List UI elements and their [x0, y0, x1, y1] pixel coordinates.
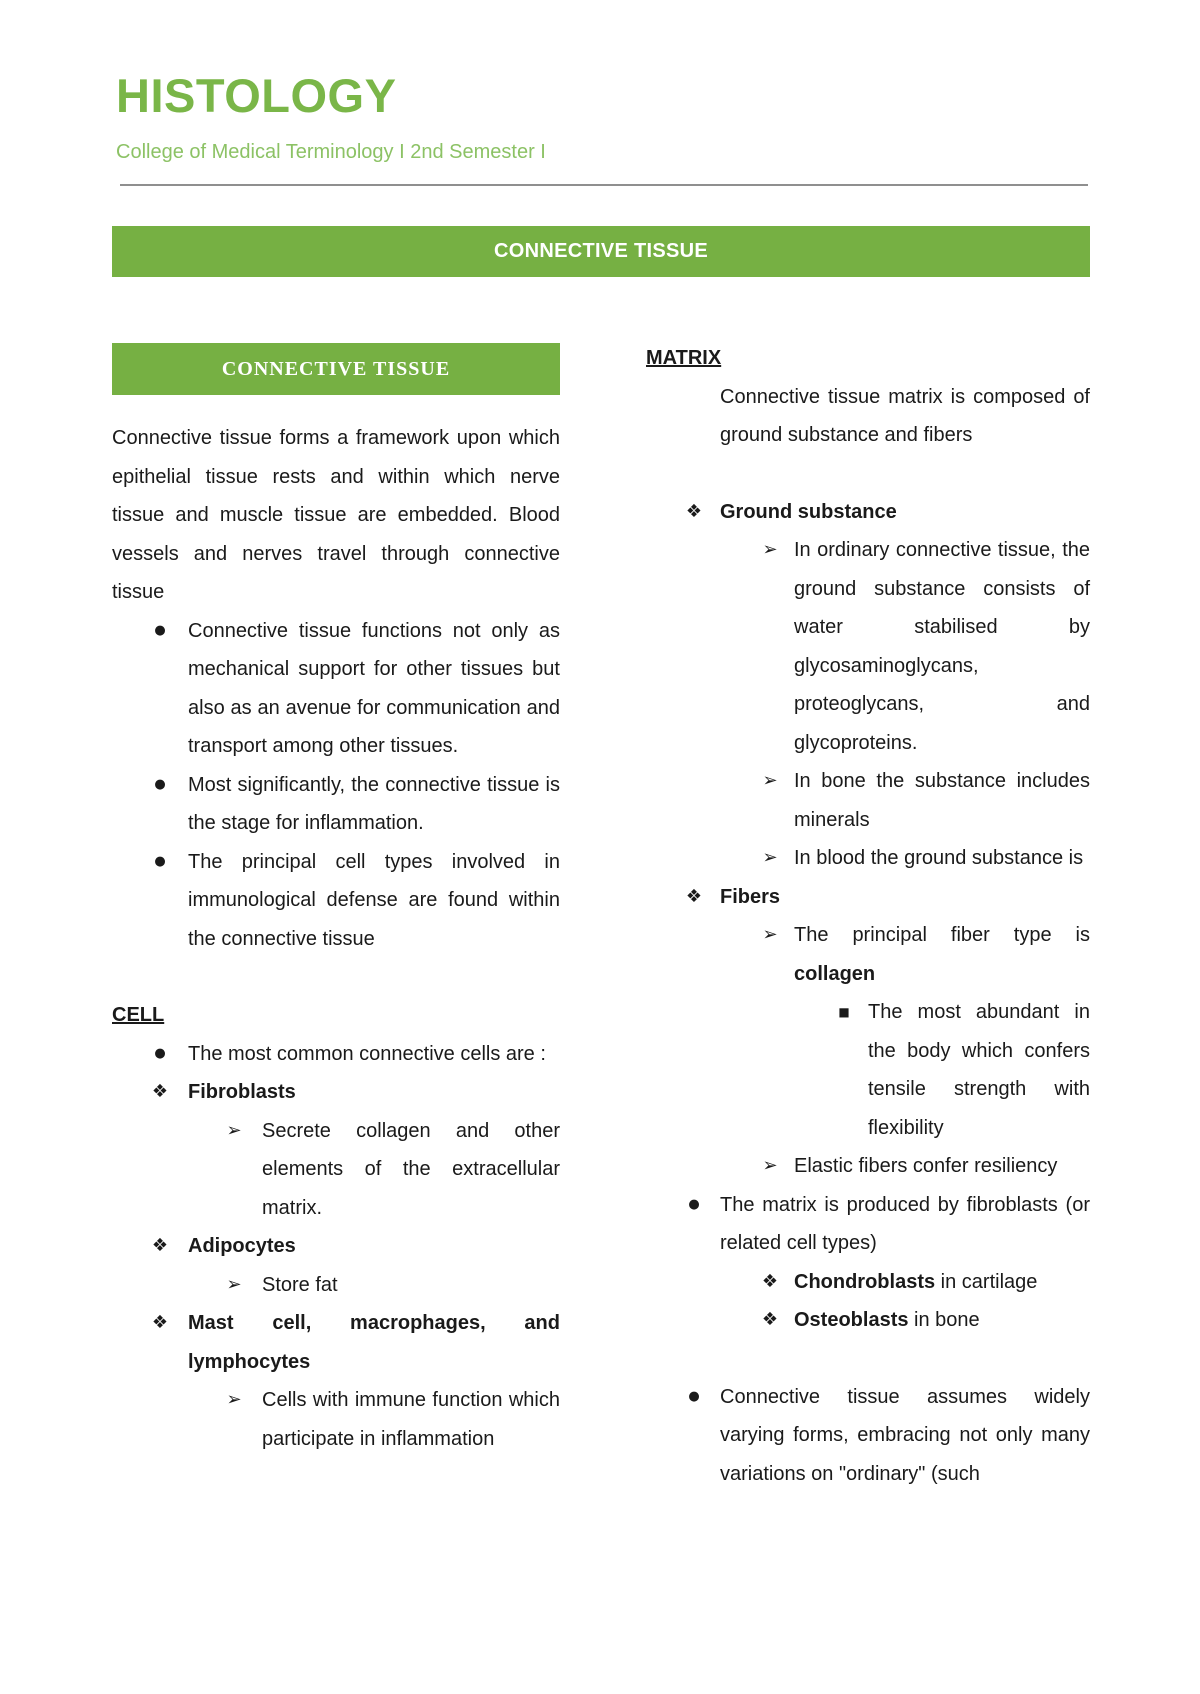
producer-name: Chondroblasts — [794, 1270, 936, 1293]
cell-type-detail — [112, 1381, 560, 1458]
cell-type-name: Mast cell, macrophages, and lymphocytes — [188, 1312, 560, 1373]
right-column — [646, 339, 1090, 1493]
producer-name: Osteoblasts — [794, 1309, 909, 1331]
fiber-principal-type: collagen — [794, 962, 876, 985]
ground-substance-item — [646, 493, 1090, 532]
elastic-text: Elastic fibers confer resiliency — [794, 1155, 1058, 1177]
list-item-text: The most common connective cells are : — [188, 1042, 546, 1065]
arrow-bullet-icon: ➢ — [762, 770, 778, 791]
detail-text: Secrete collagen and other elements of the extracellular matrix. — [262, 1119, 560, 1219]
fiber-principal-text: The principal fiber type is — [794, 924, 1090, 946]
diamond-bullet-icon: ❖ — [151, 1081, 169, 1102]
list-item-text: The matrix is produced by fibroblasts (or related cell types) — [720, 1193, 1090, 1254]
producer-location: in bone — [908, 1309, 980, 1331]
arrow-bullet-icon: ➢ — [762, 539, 778, 560]
cell-type-item — [112, 1304, 560, 1381]
bullet-icon: ● — [154, 776, 166, 792]
fibers-label: Fibers — [720, 885, 781, 908]
page-subtitle: College of Medical Terminology I 2nd Semester I — [116, 141, 546, 163]
matrix-heading: MATRIX — [646, 347, 722, 369]
diamond-bullet-icon: ❖ — [685, 885, 703, 907]
square-bullet-icon: ■ — [838, 1005, 850, 1019]
left-column — [112, 343, 560, 1458]
arrow-bullet-icon: ➢ — [226, 1119, 242, 1141]
arrow-bullet-icon: ➢ — [226, 1273, 242, 1295]
page-title: HISTOLOGY — [116, 69, 397, 122]
bullet-icon: ● — [154, 1045, 166, 1061]
bullet-icon: ● — [154, 853, 166, 869]
producer-item — [646, 1263, 1090, 1302]
collagen-note — [646, 993, 1090, 1147]
producer-location: in cartilage — [935, 1270, 1038, 1293]
bullet-icon: ● — [154, 622, 166, 638]
arrow-bullet-icon: ➢ — [226, 1389, 242, 1410]
ground-substance-point — [646, 762, 1090, 839]
diamond-bullet-icon: ❖ — [761, 1309, 779, 1330]
list-item-text: Connective tissue assumes widely varying forms, embracing not only many variations on "ordinary" (such — [720, 1385, 1090, 1485]
diamond-bullet-icon: ❖ — [761, 1270, 779, 1292]
cell-heading: CELL — [112, 1004, 165, 1026]
arrow-bullet-icon: ➢ — [762, 1155, 778, 1176]
list-item — [112, 843, 560, 959]
list-item — [112, 612, 560, 766]
intro-paragraph: Connective tissue forms a framework upon which epithelial tissue rests and within which nerve tissue and muscle tissue are embedded. Blood vessels and nerves travel through connective tissue — [112, 427, 560, 603]
cell-type-item — [112, 1073, 560, 1112]
point-text: In ordinary connective tissue, the ground substance consists of water stabilised by glycosaminoglycans, proteoglycans, and glycoproteins. — [794, 539, 1090, 754]
detail-text: Store fat — [262, 1273, 338, 1296]
cell-type-name: Fibroblasts — [188, 1081, 296, 1103]
list-item — [646, 1186, 1090, 1263]
list-item — [646, 1378, 1090, 1494]
list-item-text: The principal cell types involved in immunological defense are found within the connective tissue — [188, 850, 560, 950]
matrix-intro: Connective tissue matrix is composed of ground substance and fibers — [720, 385, 1090, 446]
diamond-bullet-icon: ❖ — [151, 1312, 169, 1333]
detail-text: Cells with immune function which participate in inflammation — [262, 1389, 560, 1450]
arrow-bullet-icon: ➢ — [762, 847, 778, 868]
diamond-bullet-icon: ❖ — [685, 500, 703, 522]
arrow-bullet-icon: ➢ — [762, 924, 778, 945]
cell-type-name: Adipocytes — [188, 1235, 296, 1257]
bullet-icon: ● — [688, 1388, 700, 1404]
collagen-note-text: The most abundant in the body which confers tensile strength with flexibility — [868, 1001, 1090, 1139]
point-text: In bone the substance includes minerals — [794, 770, 1090, 831]
diamond-bullet-icon: ❖ — [151, 1235, 169, 1256]
fibers-point — [646, 916, 1090, 993]
section-banner: CONNECTIVE TISSUE — [112, 226, 1090, 277]
fibers-item — [646, 878, 1090, 917]
point-text: In blood the ground substance is — [794, 847, 1084, 869]
producer-item — [646, 1301, 1090, 1340]
ground-substance-point — [646, 531, 1090, 762]
cell-type-detail — [112, 1266, 560, 1305]
section-title-box: CONNECTIVE TISSUE — [112, 343, 560, 395]
cell-type-item — [112, 1227, 560, 1266]
ground-substance-label: Ground substance — [720, 500, 897, 523]
list-item-text: Connective tissue functions not only as mechanical support for other tissues but also as an avenue for communication and transport among other tissues. — [188, 619, 560, 757]
fibers-point — [646, 1147, 1090, 1186]
list-item — [112, 1035, 560, 1074]
ground-substance-point — [646, 839, 1090, 878]
header-divider — [120, 184, 1088, 186]
cell-type-detail — [112, 1112, 560, 1228]
bullet-icon: ● — [688, 1196, 700, 1212]
list-item-text: Most significantly, the connective tissue is the stage for inflammation. — [188, 773, 560, 834]
list-item — [112, 766, 560, 843]
